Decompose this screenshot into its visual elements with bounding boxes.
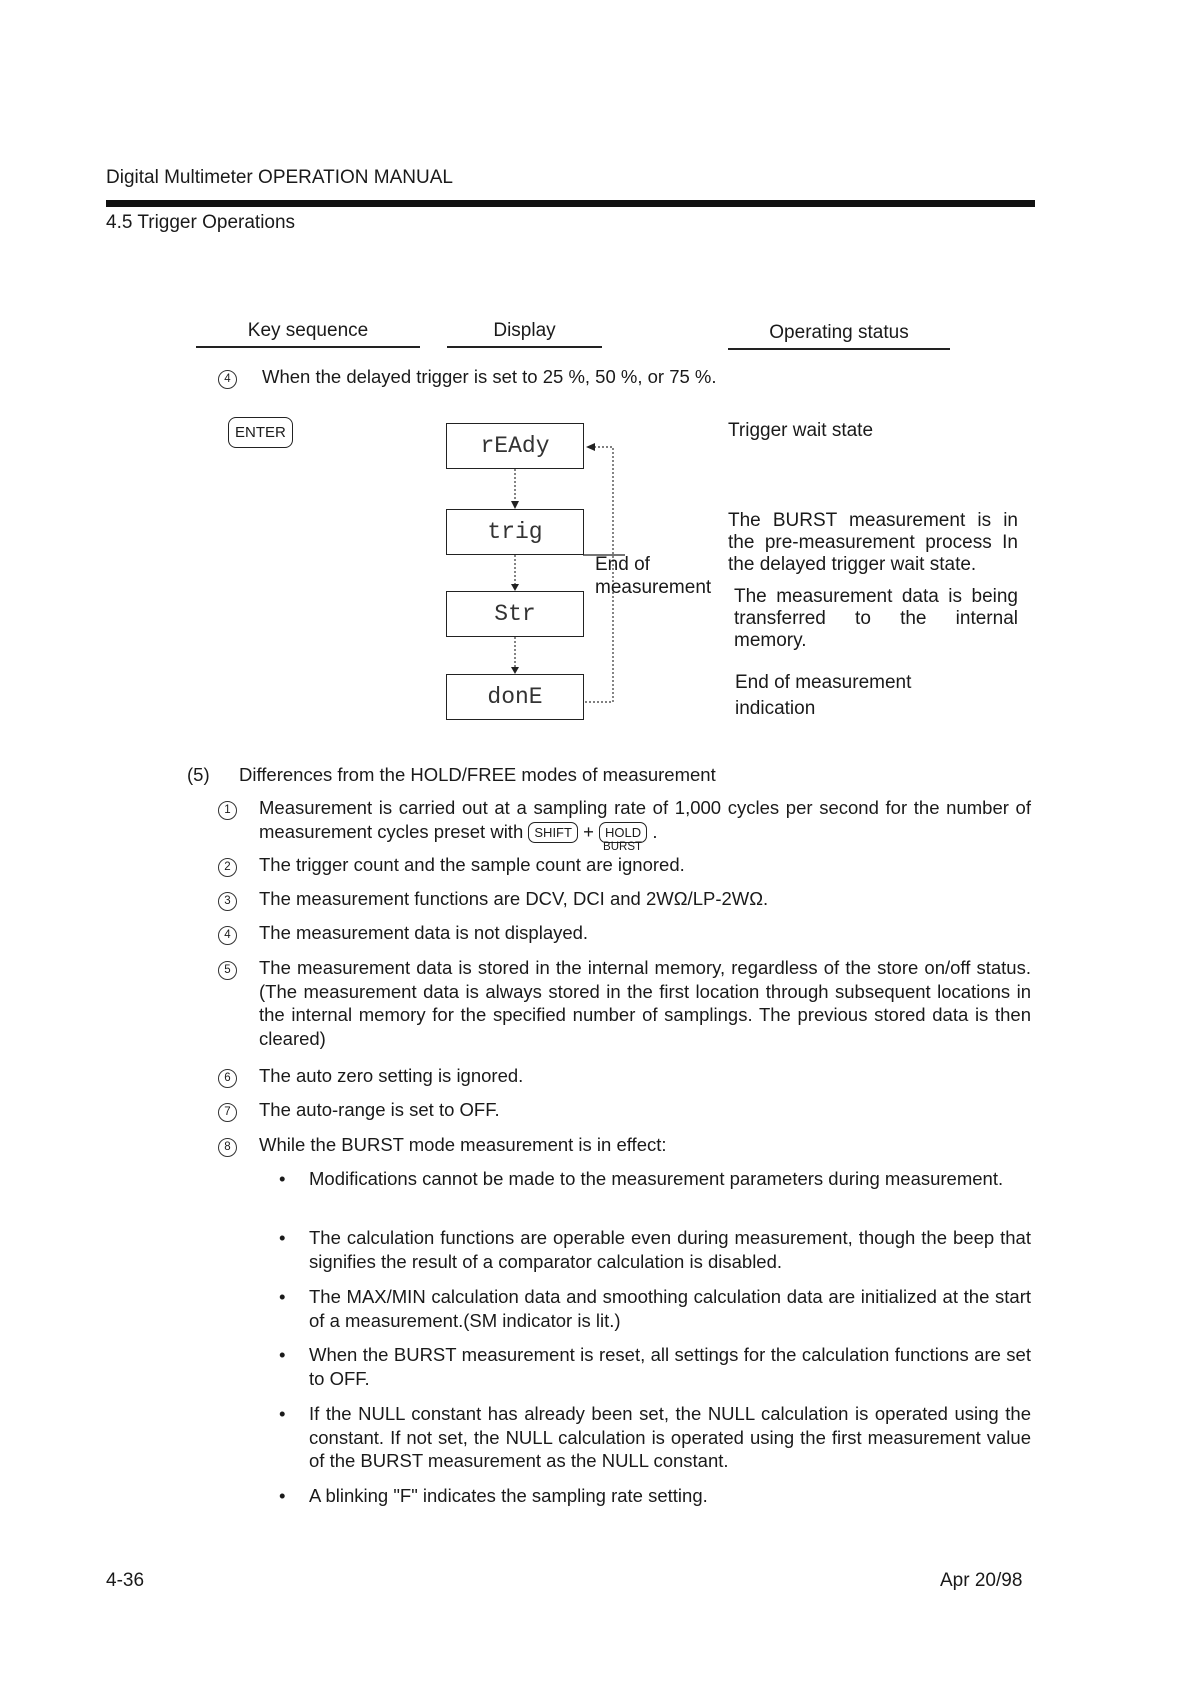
revision-date: Apr 20/98 (940, 1570, 1023, 1591)
bullet-4-glyph: • (279, 1344, 286, 1365)
item-7-text: The auto-range is set to OFF. (259, 1099, 500, 1120)
section5-title: Differences from the HOLD/FREE modes of measurement (239, 764, 716, 785)
bullet-6-text: A blinking "F" indicates the sampling rate setting. (309, 1485, 708, 1506)
status-burst-pre: The BURST measurement is in the pre-measurement process In the delayed trigger wait state. (728, 510, 1018, 575)
step4-marker: 4 (218, 367, 237, 389)
status-transferring: The measurement data is being transferred to the internal memory. (734, 586, 1018, 651)
item-6-marker: 6 (218, 1066, 237, 1088)
column-key-sequence-rule (196, 346, 420, 348)
arrowhead-3 (511, 667, 519, 674)
item-2-marker: 2 (218, 855, 237, 877)
item-1-text: Measurement is carried out at a sampling rate of 1,000 cycles per second for the number of measurement cycles preset with SHIFT + HOLD BURST . (259, 797, 1031, 853)
bullet-5-glyph: • (279, 1403, 286, 1424)
item-4-text: The measurement data is not displayed. (259, 922, 589, 943)
item-2-text: The trigger count and the sample count are ignored. (259, 854, 685, 875)
hold-key: HOLD (599, 822, 647, 843)
item-1-marker: 1 (218, 798, 237, 820)
arrowhead-1 (511, 501, 519, 509)
display-str: Str (446, 591, 584, 637)
bullet-1-glyph: • (279, 1168, 286, 1189)
enter-key: ENTER (228, 417, 293, 448)
column-operating-status: Operating status (769, 322, 909, 343)
section-title: 4.5 Trigger Operations (106, 212, 296, 233)
section5-marker: (5) (187, 764, 210, 785)
header-rule (106, 200, 1035, 207)
display-trig: trig (446, 509, 584, 555)
status-end-indication: End of measurement indication (735, 672, 912, 719)
burst-sublabel: BURST (603, 840, 643, 853)
column-operating-status-rule (728, 348, 950, 350)
item-8-text: While the BURST mode measurement is in effect: (259, 1134, 667, 1155)
bullet-3-glyph: • (279, 1286, 286, 1307)
arrowhead-2 (511, 584, 519, 591)
manual-title: Digital Multimeter OPERATION MANUAL (106, 167, 453, 188)
bullet-2-text: The calculation functions are operable even during measurement, though the beep that signifies the result of a comparator calculation is disabled. (309, 1227, 1031, 1272)
arrowhead-return (586, 443, 595, 451)
item-6-text: The auto zero setting is ignored. (259, 1065, 524, 1086)
page-number: 4-36 (106, 1570, 145, 1591)
bullet-5-text: If the NULL constant has already been set, the NULL calculation is operated using the constant. If not set, the NULL calculation is operated using the first measurement value of the BURST measurement as the NULL constant. (309, 1403, 1031, 1471)
bullet-1-text: Modifications cannot be made to the measurement parameters during measurement. (309, 1168, 1004, 1189)
status-trigger-wait: Trigger wait state (728, 420, 874, 441)
item-5-marker: 5 (218, 958, 237, 980)
display-done: donE (446, 674, 584, 720)
bullet-4-text: When the BURST measurement is reset, all settings for the calculation functions are set to OFF. (309, 1344, 1031, 1389)
item-3-marker: 3 (218, 889, 237, 911)
item-8-marker: 8 (218, 1135, 237, 1157)
item-3-text: The measurement functions are DCV, DCI and 2WΩ/LP-2WΩ. (259, 888, 769, 909)
display-ready: rEAdy (446, 423, 584, 469)
item-7-marker: 7 (218, 1100, 237, 1122)
hold-key-group (599, 820, 647, 853)
item-5-text: The measurement data is stored in the internal memory, regardless of the store on/off status. (The measurement data is always stored in the first location through subsequent locations in the internal memory for the specified number of samplings. The previous stored data is then cleared) (259, 957, 1031, 1049)
bullet-3-text: The MAX/MIN calculation data and smoothing calculation data are initialized at the start of a measurement.(SM indicator is lit.) (309, 1286, 1031, 1331)
shift-key: SHIFT (528, 822, 578, 843)
column-display-rule (447, 346, 602, 348)
step4-text: When the delayed trigger is set to 25 %, 50 %, or 75 %. (262, 366, 717, 387)
column-display: Display (493, 320, 556, 341)
end-of-measurement-label: End of measurement (595, 554, 712, 598)
column-key-sequence: Key sequence (247, 320, 369, 341)
item-4-marker: 4 (218, 923, 237, 945)
bullet-6-glyph: • (279, 1485, 286, 1506)
bullet-2-glyph: • (279, 1227, 286, 1248)
